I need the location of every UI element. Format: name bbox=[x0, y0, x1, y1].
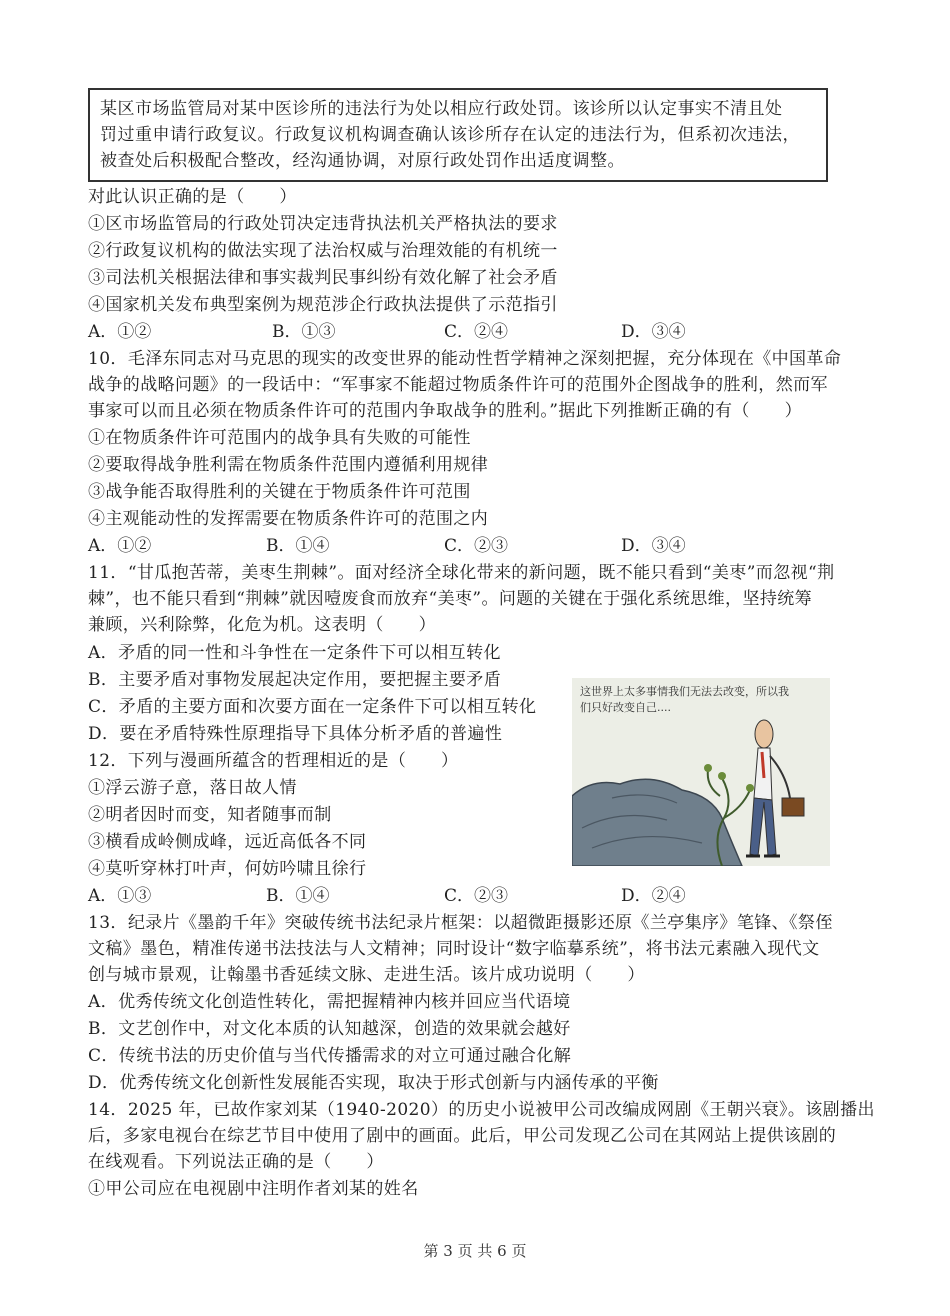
q14-stem: 14．2025 年，已故作家刘某（1940-2020）的历史小说被甲公司改编成网剧《王朝兴衰》。该剧播出 bbox=[88, 1100, 875, 1120]
q13-stem: 文稿》墨色，精准传递书法技法与人文精神；同时设计“数字临摹系统”，将书法元素融入现代文 bbox=[88, 939, 820, 959]
q9-statement: ③司法机关根据法律和事实裁判民事纠纷有效化解了社会矛盾 bbox=[88, 268, 558, 288]
q9-statement: ②行政复议机构的做法实现了法治权威与治理效能的有机统一 bbox=[88, 241, 558, 261]
q9-statement: ①区市场监管局的行政处罚决定违背执法机关严格执法的要求 bbox=[88, 214, 558, 234]
q14-statement: ①甲公司应在电视剧中注明作者刘某的姓名 bbox=[88, 1179, 419, 1199]
q10-statement: ②要取得战争胜利需在物质条件范围内遵循利用规律 bbox=[88, 455, 489, 475]
q12-option-c: C．②③ bbox=[444, 886, 509, 906]
q9-option-d: D．③④ bbox=[621, 322, 686, 342]
q11-option-b: B．主要矛盾对事物发展起决定作用，要把握主要矛盾 bbox=[88, 670, 502, 690]
q10-statement: ③战争能否取得胜利的关键在于物质条件许可范围 bbox=[88, 482, 471, 502]
q11-option-d: D．要在矛盾特殊性原理指导下具体分析矛盾的普遍性 bbox=[88, 724, 503, 744]
q10-option-a: A．①② bbox=[88, 536, 152, 556]
q10-option-b: B．①④ bbox=[266, 536, 330, 556]
q10-option-c: C．②③ bbox=[444, 536, 509, 556]
q13-option-a: A．优秀传统文化创造性转化，需把握精神内核并回应当代语境 bbox=[88, 992, 571, 1012]
q11-stem: 兼顾，兴利除弊，化危为机。这表明（ ） bbox=[88, 615, 436, 635]
q10-stem: 战争的战略问题》的一段话中：“军事家不能超过物质条件许可的范围外企图战争的胜利，然而军 bbox=[88, 375, 828, 395]
material-line: 罚过重申请行政复议。行政复议机构调查确认该诊所存在认定的违法行为，但系初次违法， bbox=[100, 125, 800, 145]
q10-statement: ④主观能动性的发挥需要在物质条件许可的范围之内 bbox=[88, 509, 489, 529]
q13-stem: 创与城市景观，让翰墨书香延续文脉、走进生活。该片成功说明（ ） bbox=[88, 965, 645, 985]
q12-option-b: B．①④ bbox=[266, 886, 330, 906]
page-number: 第 3 页 共 6 页 bbox=[423, 1242, 527, 1260]
q9-statement: ④国家机关发布典型案例为规范涉企行政执法提供了示范指引 bbox=[88, 295, 558, 315]
q13-option-d: D．优秀传统文化创新性发展能否实现，取决于形式创新与内涵传承的平衡 bbox=[88, 1073, 659, 1093]
q12-option-a: A．①③ bbox=[88, 886, 152, 906]
cartoon-caption: 这世界上太多事情我们无法去改变，所以我们只好改变自己.... bbox=[580, 685, 789, 714]
q12-statement: ②明者因时而变，知者随事而制 bbox=[88, 805, 332, 825]
q10-statement: ①在物质条件许可范围内的战争具有失败的可能性 bbox=[88, 428, 471, 448]
material-line: 被查处后积极配合整改，经沟通协调，对原行政处罚作出适度调整。 bbox=[100, 151, 625, 171]
cartoon-drawing bbox=[572, 678, 830, 866]
q9-option-c: C．②④ bbox=[444, 322, 509, 342]
material-box bbox=[88, 88, 828, 182]
q13-stem: 13．纪录片《墨韵千年》突破传统书法纪录片框架：以超微距摄影还原《兰亭集序》笔锋、《祭侄 bbox=[88, 913, 833, 933]
q11-option-a: A．矛盾的同一性和斗争性在一定条件下可以相互转化 bbox=[88, 643, 501, 663]
q12-stem: 12．下列与漫画所蕴含的哲理相近的是（ ） bbox=[88, 751, 459, 771]
q9-option-b: B．①③ bbox=[272, 322, 336, 342]
q9-stem: 对此认识正确的是（ ） bbox=[88, 187, 297, 207]
material-line: 某区市场监管局对某中医诊所的违法行为处以相应行政处罚。该诊所以认定事实不清且处 bbox=[100, 99, 783, 119]
q9-option-a: A．①② bbox=[88, 322, 152, 342]
q13-option-b: B．文艺创作中，对文化本质的认知越深，创造的效果就会越好 bbox=[88, 1019, 571, 1039]
q12-statement: ①浮云游子意，落日故人情 bbox=[88, 778, 297, 798]
q10-option-d: D．③④ bbox=[621, 536, 686, 556]
q14-stem: 在线观看。下列说法正确的是（ ） bbox=[88, 1152, 384, 1172]
q10-stem: 事家可以而且必须在物质条件许可的范围内争取战争的胜利。”据此下列推断正确的有（ ） bbox=[88, 401, 802, 421]
q10-stem: 10．毛泽东同志对马克思的现实的改变世界的能动性哲学精神之深刻把握，充分体现在《中国革命 bbox=[88, 349, 842, 369]
q11-option-c: C．矛盾的主要方面和次要方面在一定条件下可以相互转化 bbox=[88, 697, 537, 717]
cartoon-image bbox=[572, 678, 830, 866]
q14-stem: 后，多家电视台在综艺节目中使用了剧中的画面。此后，甲公司发现乙公司在其网站上提供该剧的 bbox=[88, 1126, 837, 1146]
q11-stem: 11．“甘瓜抱苦蒂，美枣生荆棘”。面对经济全球化带来的新问题，既不能只看到“美枣”而忽视“荆 bbox=[88, 563, 835, 583]
q11-stem: 棘”，也不能只看到“荆棘”就因噎废食而放弃“美枣”。问题的关键在于强化系统思维，坚持统筹 bbox=[88, 589, 813, 609]
q13-option-c: C．传统书法的历史价值与当代传播需求的对立可通过融合化解 bbox=[88, 1046, 572, 1066]
q12-statement: ③横看成岭侧成峰，远近高低各不同 bbox=[88, 832, 367, 852]
q12-option-d: D．②④ bbox=[621, 886, 686, 906]
q12-statement: ④莫听穿林打叶声，何妨吟啸且徐行 bbox=[88, 859, 367, 879]
